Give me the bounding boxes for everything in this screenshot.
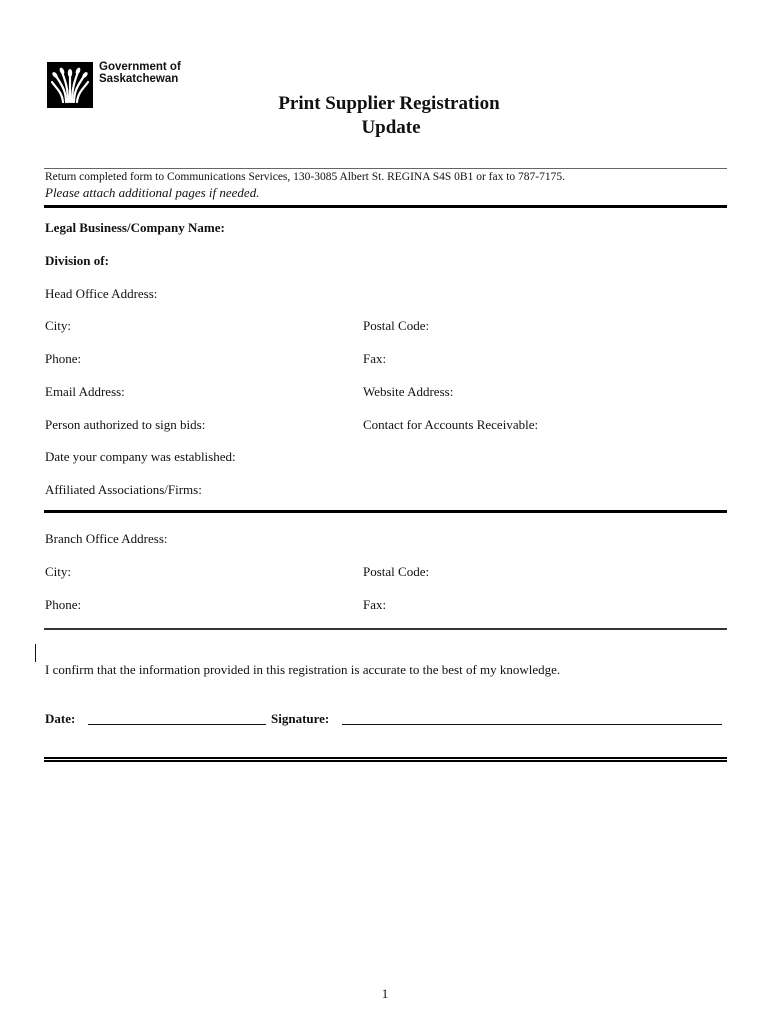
return-instructions: Return completed form to Communications Services, 130-3085 Albert St. REGINA S4S 0B1 or fax to 787-7175.	[45, 171, 566, 183]
fax-label: Fax:	[363, 351, 387, 366]
ar-contact-label: Contact for Accounts Receivable:	[363, 417, 539, 432]
text-cursor	[35, 644, 36, 662]
section-divider	[44, 628, 727, 630]
division-label: Division of:	[45, 253, 109, 268]
email-label: Email Address:	[45, 384, 125, 399]
government-name	[99, 61, 219, 85]
date-field[interactable]	[88, 710, 266, 725]
date-label: Date:	[45, 711, 76, 726]
branch-city-label: City:	[45, 564, 72, 579]
confirmation-statement: I confirm that the information provided in this registration is accurate to the best of my knowledge.	[45, 662, 561, 677]
gov-name-line2: Saskatchewan	[99, 73, 179, 85]
postal-code-label: Postal Code:	[363, 318, 430, 333]
head-office-address-label: Head Office Address:	[45, 286, 158, 301]
signer-label: Person authorized to sign bids:	[45, 417, 206, 432]
attach-note: Please attach additional pages if needed.	[45, 185, 260, 200]
affiliates-label: Affiliated Associations/Firms:	[45, 482, 202, 497]
city-label: City:	[45, 318, 72, 333]
page-number: 1	[381, 986, 389, 1001]
divider	[44, 168, 727, 169]
branch-fax-label: Fax:	[363, 597, 387, 612]
section-divider	[44, 510, 727, 513]
branch-address-label: Branch Office Address:	[45, 531, 168, 546]
established-date-label: Date your company was established:	[45, 449, 236, 464]
signature-field[interactable]	[342, 710, 722, 725]
phone-label: Phone:	[45, 351, 82, 366]
form-subtitle: Update	[361, 117, 421, 138]
branch-postal-code-label: Postal Code:	[363, 564, 430, 579]
gov-name-line1: Government of	[99, 61, 181, 73]
legal-name-label: Legal Business/Company Name:	[45, 220, 225, 235]
branch-phone-label: Phone:	[45, 597, 82, 612]
signature-label: Signature:	[271, 711, 330, 726]
footer-rule-bottom	[44, 760, 727, 762]
section-divider	[44, 205, 727, 208]
form-title: Print Supplier Registration	[278, 93, 500, 114]
footer-rule-top	[44, 757, 727, 759]
website-label: Website Address:	[363, 384, 454, 399]
